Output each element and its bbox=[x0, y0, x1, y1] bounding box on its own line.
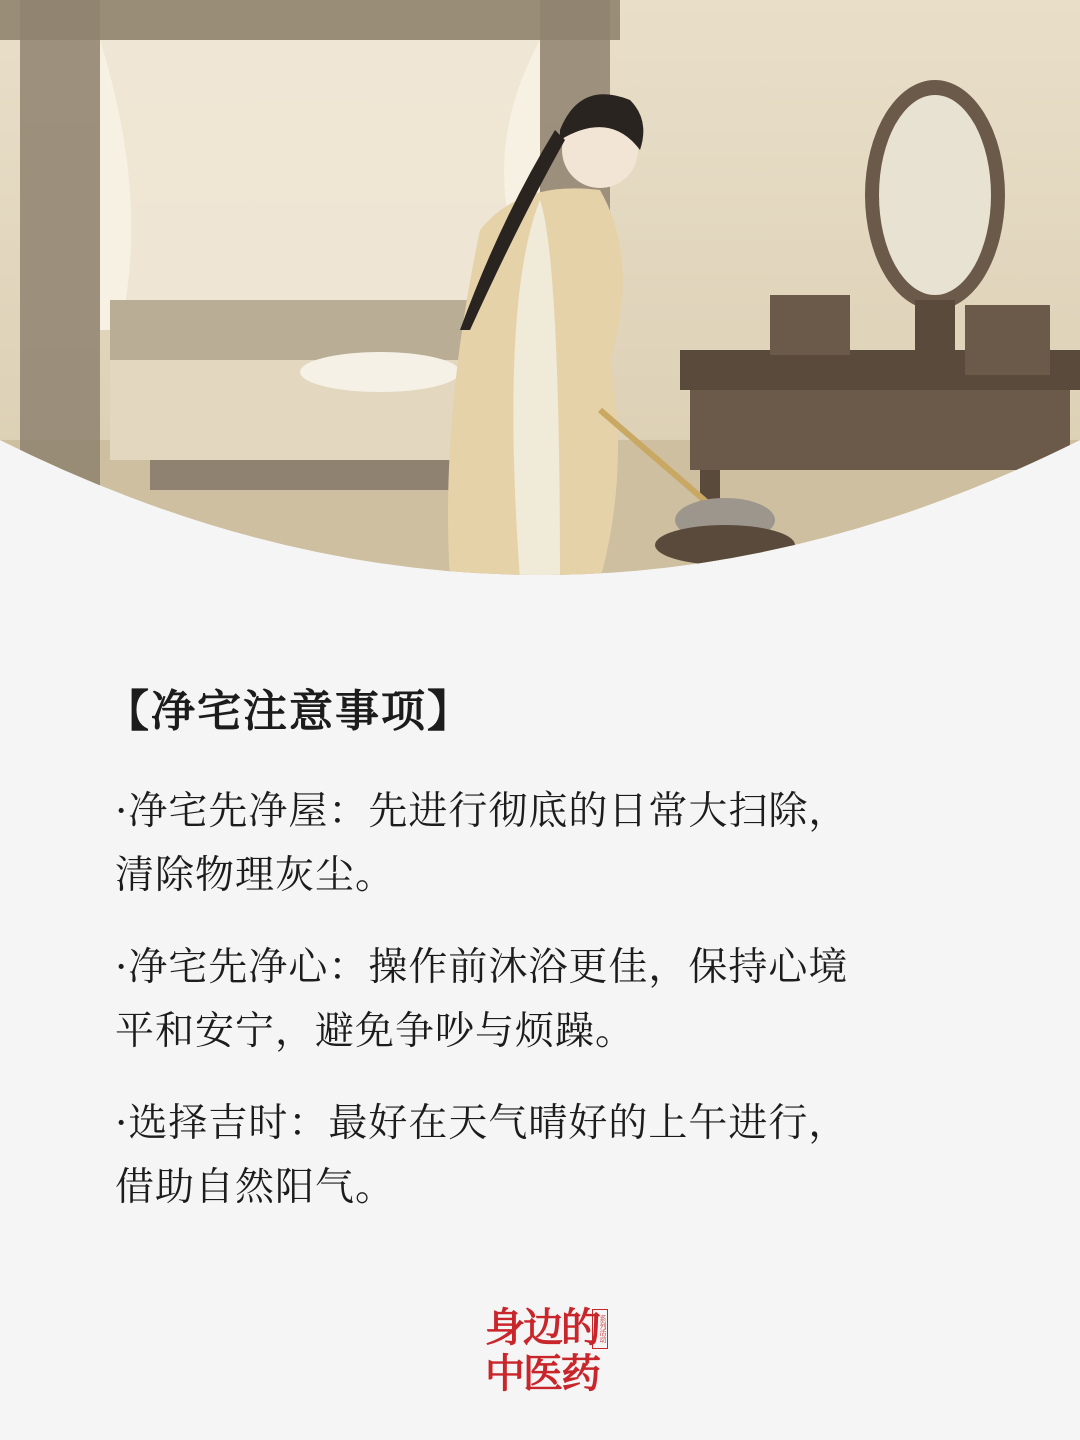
logo-text-line2: 中医药 bbox=[485, 1351, 599, 1397]
list-item bbox=[115, 780, 995, 908]
bedroom-scene-image bbox=[0, 0, 1080, 580]
list-item bbox=[115, 936, 995, 1064]
list-item-line: 清除物理灰尘。 bbox=[115, 853, 396, 898]
brand-logo bbox=[478, 1305, 608, 1401]
list-item-line: ·选择吉时：最好在天气晴好的上午进行， bbox=[115, 1101, 849, 1146]
list-item bbox=[115, 1092, 995, 1220]
list-item-line: ·净宅先净屋：先进行彻底的日常大扫除， bbox=[115, 789, 849, 834]
logo-seal-icon: 系列活动 bbox=[592, 1309, 608, 1349]
hero-illustration bbox=[0, 0, 1080, 580]
logo-text bbox=[478, 1305, 606, 1397]
list-item-line: 借助自然阳气。 bbox=[115, 1165, 396, 1210]
content-block bbox=[105, 680, 995, 1248]
list-item-line: ·净宅先净心：操作前沐浴更佳，保持心境 bbox=[115, 945, 849, 990]
logo-text-line1: 身边的 bbox=[485, 1305, 599, 1351]
list-item-line: 平和安宁，避免争吵与烦躁。 bbox=[115, 1009, 636, 1054]
section-heading: 【净宅注意事项】 bbox=[105, 686, 473, 737]
